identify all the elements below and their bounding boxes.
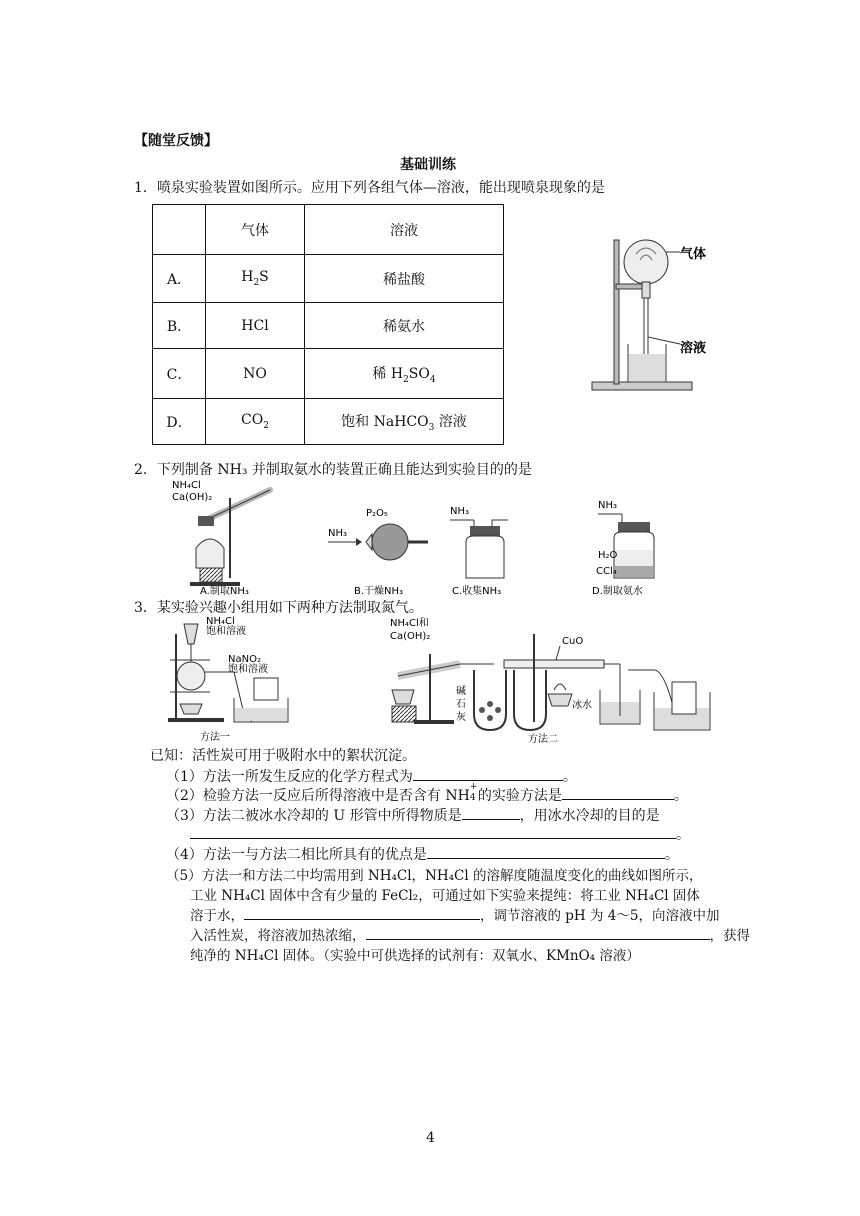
method2-figure xyxy=(384,614,724,746)
q1-header-gas: 气体 xyxy=(206,205,305,255)
q3-part2-text: （2）检验方法一反应后所得溶液中是否含有 NH xyxy=(166,788,470,804)
page-number: 4 xyxy=(426,1130,435,1146)
fig-d-caption: D.制取氨水 xyxy=(592,586,643,596)
m2-lime3: 灰 xyxy=(456,712,466,723)
q3-stem: 3．某实验兴趣小组用如下两种方法制取氮气。 xyxy=(134,600,423,616)
q3-part5-line2: 工业 NH₄Cl 固体中含有少量的 FeCl₂，可通过如下实验来提纯：将工业 NH₄Cl 固体 xyxy=(190,888,700,904)
m2-label2: Ca(OH)₂ xyxy=(390,631,431,642)
q1-gas-a: $H_2S$ xyxy=(206,255,305,303)
q1-solution-c: 稀 $H_2SO_4$ xyxy=(305,349,504,399)
q1-gas-b: HCl xyxy=(206,303,305,349)
subsection-heading: 基础训练 xyxy=(400,157,456,173)
q3-part1 xyxy=(166,766,577,786)
m2-lime1: 碱 xyxy=(456,686,466,697)
m1-label3: NaNO₂ xyxy=(228,654,261,665)
q2-apparatus-figure xyxy=(170,478,710,596)
q3-part4-end: 。 xyxy=(664,847,679,863)
q3-part3 xyxy=(166,805,660,825)
q3-part5-line5: 纯净的 NH₄Cl 固体。（实验中可供选择的试剂有：双氧水、KMnO₄ 溶液） xyxy=(190,948,640,964)
m2-caption: 方法二 xyxy=(528,734,558,745)
m1-label1: NH₄Cl xyxy=(206,616,235,627)
q1-header-blank xyxy=(153,205,206,255)
answer-blank-3a[interactable] xyxy=(462,805,520,820)
q3-part5-line3-a: 溶于水， xyxy=(190,908,244,924)
nh4-sub: 4 xyxy=(469,793,476,803)
q1-option-d: D． xyxy=(153,399,206,445)
section-heading: 【随堂反馈】 xyxy=(134,133,218,149)
fig-c-in: NH₃ xyxy=(450,506,470,517)
q1-stem: 1．喷泉实验装置如图所示。应用下列各组气体—溶液，能出现喷泉现象的是 xyxy=(134,180,605,196)
m2-cuo: CuO xyxy=(562,636,584,647)
fig-c-caption: C.收集NH₃ xyxy=(452,586,502,596)
nh4-sup: + xyxy=(469,782,478,792)
m1-caption: 方法一 xyxy=(200,732,230,743)
answer-blank-5a[interactable] xyxy=(244,905,480,920)
m1-label4: 饱和溶液 xyxy=(228,664,268,675)
q1-option-b: B． xyxy=(153,303,206,349)
fig-a-caption: A.制取NH₃ xyxy=(200,586,249,596)
q1-gas-c: NO xyxy=(206,349,305,399)
fig-b-label: P₂O₅ xyxy=(366,508,388,519)
fig-a-label2: Ca(OH)₂ xyxy=(172,492,213,503)
q3-part1-end: 。 xyxy=(562,769,577,785)
fig-a-label1: NH₄Cl xyxy=(172,480,201,491)
answer-blank-1[interactable] xyxy=(413,766,563,781)
q1-option-a: A． xyxy=(153,255,206,303)
m1-label2: 饱和溶液 xyxy=(206,626,246,637)
q3-part2-end: 。 xyxy=(673,788,688,804)
fig-d-water: H₂O xyxy=(598,550,618,561)
q3-part3-end: 。 xyxy=(676,827,690,843)
fountain-apparatus-figure xyxy=(588,232,728,398)
q1-option-c: C． xyxy=(153,349,206,399)
q3-part5-line4-b: ，获得 xyxy=(709,928,750,944)
q1-solution-d: 饱和 NaHCO$_3$ 溶液 xyxy=(305,399,504,445)
q3-part5-line4-a: 入活性炭，将溶液加热浓缩， xyxy=(190,928,366,944)
q3-part4-text: （4）方法一与方法二相比所具有的优点是 xyxy=(166,847,427,863)
q3-part3-line2 xyxy=(190,824,690,844)
answer-blank-2[interactable] xyxy=(562,785,674,800)
fig-d-ccl4: CCl₄ xyxy=(596,566,617,577)
answer-blank-4[interactable] xyxy=(427,844,665,859)
q3-part5-line3-b: ，调节溶液的 pH 为 4～5，向溶液中加 xyxy=(480,908,720,924)
q2-stem: 2．下列制备 NH₃ 并制取氨水的装置正确且能达到实验目的的是 xyxy=(134,462,532,478)
q3-part4 xyxy=(166,844,679,864)
q1-solution-a: 稀盐酸 xyxy=(305,255,504,303)
q3-part5-line3 xyxy=(190,904,719,924)
q3-part2 xyxy=(166,782,688,805)
fig-d-in: NH₃ xyxy=(598,500,618,511)
fig-label-solution: 溶液 xyxy=(680,341,707,356)
q3-part5-line4 xyxy=(190,924,750,944)
q1-options-table xyxy=(152,204,504,445)
q3-part5-line1: （5）方法一和方法二中均需用到 NH₄Cl，NH₄Cl 的溶解度随温度变化的曲线如图所示， xyxy=(166,868,703,884)
fig-b-in: NH₃ xyxy=(328,528,348,539)
q1-solution-b: 稀氨水 xyxy=(305,303,504,349)
q3-part2-text-b: 的实验方法是 xyxy=(477,788,562,804)
q1-header-solution: 溶液 xyxy=(305,205,504,255)
q3-part1-text: （1）方法一所发生反应的化学方程式为 xyxy=(166,769,413,785)
m2-ice: 冰水 xyxy=(572,700,592,711)
q1-gas-d: $CO_2$ xyxy=(206,399,305,445)
answer-blank-5b[interactable] xyxy=(366,925,710,940)
method1-figure xyxy=(164,614,294,744)
known-info: 已知：活性炭可用于吸附水中的絮状沉淀。 xyxy=(150,748,416,764)
m2-label1: NH₄Cl和 xyxy=(390,618,429,629)
fig-label-gas: 气体 xyxy=(680,247,707,262)
fig-b-caption: B.干燥NH₃ xyxy=(354,586,404,596)
m2-lime2: 石 xyxy=(456,699,466,710)
q3-part3-text-b: ，用冰水冷却的目的是 xyxy=(519,808,660,824)
answer-blank-3b[interactable] xyxy=(190,824,676,839)
nh4-ion-marker xyxy=(469,782,478,803)
q3-part3-text: （3）方法二被冰水冷却的 U 形管中所得物质是 xyxy=(166,808,462,824)
